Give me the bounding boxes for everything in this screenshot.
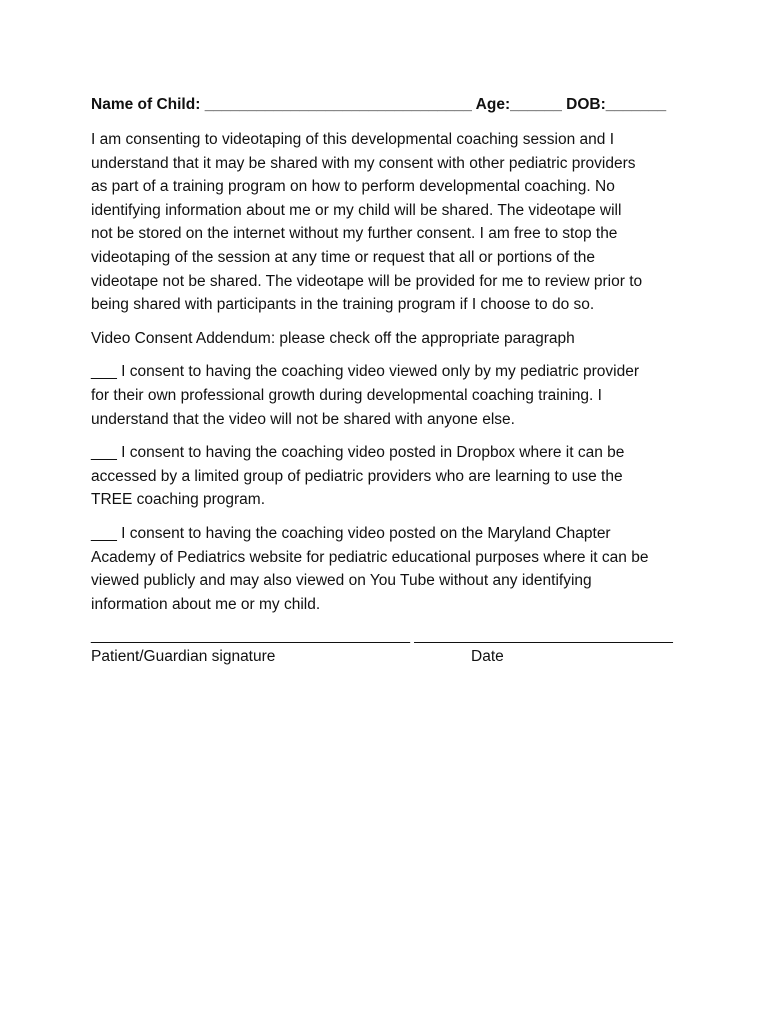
dob-blank: _______: [605, 96, 667, 113]
consent-option-public-website[interactable]: [91, 522, 691, 616]
dob-label: DOB:: [566, 96, 606, 113]
option-line: ___ I consent to having the coaching video viewed only by my pediatric provider: [91, 363, 639, 381]
option-line: viewed publicly and may also viewed on You Tube without any identifying: [91, 572, 592, 590]
signature-labels: [91, 646, 691, 668]
guardian-signature-line[interactable]: _____________________________________: [91, 627, 410, 645]
paragraph-line: I am consenting to videotaping of this developmental coaching session and I: [91, 131, 615, 148]
date-line[interactable]: ______________________________: [414, 627, 673, 645]
option-line: for their own professional growth during developmental coaching training. I: [91, 386, 602, 404]
consent-form: [91, 94, 691, 668]
signature-lines: [91, 626, 691, 646]
option-line: accessed by a limited group of pediatric providers who are learning to use the: [91, 467, 623, 485]
age-label: Age:: [475, 96, 511, 113]
paragraph-line: understand that it may be shared with my consent with other pediatric providers: [91, 154, 636, 172]
paragraph-line: being shared with participants in the training program if I choose to do so.: [91, 296, 595, 314]
addendum-title: Video Consent Addendum: please check off the appropriate paragraph: [91, 329, 575, 347]
child-info-line: [91, 94, 691, 116]
option-line: TREE coaching program.: [91, 491, 266, 509]
option-line: ___ I consent to having the coaching video posted in Dropbox where it can be: [91, 444, 625, 462]
paragraph-line: as part of a training program on how to perform developmental coaching. No: [91, 178, 615, 196]
option-line: understand that the video will not be shared with anyone else.: [91, 410, 515, 428]
child-name-label: Name of Child:: [91, 96, 201, 113]
consent-option-provider-only[interactable]: [91, 360, 691, 431]
paragraph-line: identifying information about me or my child will be shared. The videotape will: [91, 201, 622, 219]
paragraph-line: videotape not be shared. The videotape will be provided for me to review prior to: [91, 272, 643, 290]
guardian-signature-label: Patient/Guardian signature: [91, 648, 276, 666]
consent-paragraph: [91, 128, 691, 317]
paragraph-line: not be stored on the internet without my further consent. I am free to stop the: [91, 225, 618, 243]
age-blank: ______: [510, 96, 562, 113]
paragraph-line: videotaping of the session at any time or request that all or portions of the: [91, 248, 596, 266]
date-label: Date: [471, 648, 504, 666]
option-line: Academy of Pediatrics website for pediatric educational purposes where it can be: [91, 548, 649, 566]
option-line: ___ I consent to having the coaching video posted on the Maryland Chapter: [91, 524, 611, 542]
consent-option-dropbox[interactable]: [91, 441, 691, 512]
option-line: information about me or my child.: [91, 595, 321, 613]
child-name-blank: _______________________________: [204, 96, 472, 113]
